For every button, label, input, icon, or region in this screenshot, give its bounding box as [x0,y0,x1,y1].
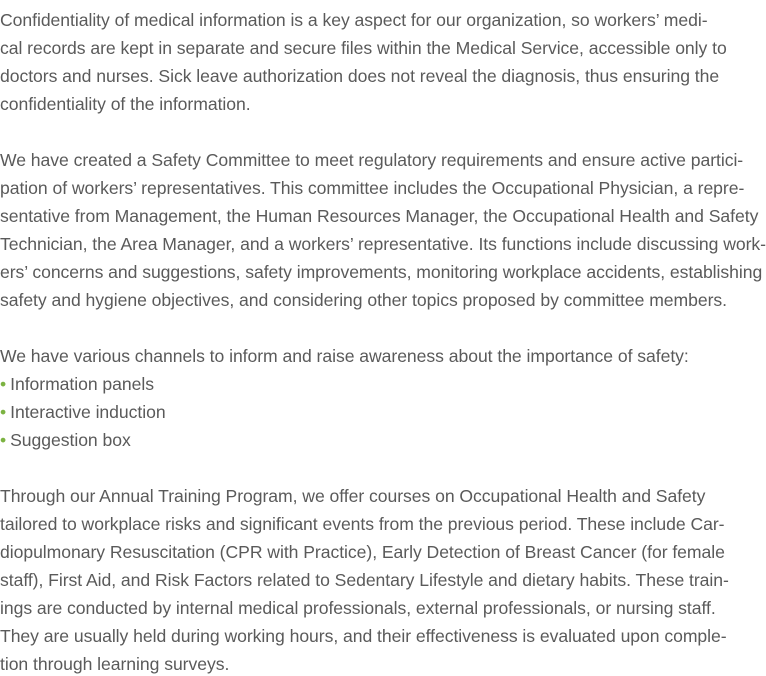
text-line: Through our Annual Training Program, we offer courses on Occupational Health and Safety [0,486,706,506]
training-program-paragraph [0,482,766,676]
text-line: pation of workers’ representatives. This committee includes the Occupational Physician, a repre- [0,178,745,198]
text-line: staff), First Aid, and Risk Factors related to Sedentary Lifestyle and dietary habits. These train- [0,570,729,590]
bullet-icon: • [0,402,7,422]
list-item-label: Interactive induction [10,402,166,422]
safety-committee-paragraph [0,146,766,314]
list-item [0,370,766,398]
text-line: sentative from Management, the Human Resources Manager, the Occupational Health and Safety [0,206,759,226]
channels-intro: We have various channels to inform and raise awareness about the importance of safety: [0,346,689,366]
text-line: Confidentiality of medical information is a key aspect for our organization, so workers’ medi- [0,10,708,30]
list-item [0,426,766,454]
text-line: cal records are kept in separate and secure files within the Medical Service, accessible only to [0,38,727,58]
text-line: safety and hygiene objectives, and considering other topics proposed by committee members. [0,290,728,310]
text-line: tailored to workplace risks and significant events from the previous period. These include Car- [0,514,725,534]
bullet-icon: • [0,374,7,394]
text-line: diopulmonary Resuscitation (CPR with Practice), Early Detection of Breast Cancer (for female [0,542,725,562]
safety-channels-section [0,342,766,454]
text-line: tion through learning surveys. [0,654,230,674]
bullet-icon: • [0,430,7,450]
text-line: ers’ concerns and suggestions, safety improvements, monitoring workplace accidents, establishing [0,262,763,282]
text-line: confidentiality of the information. [0,94,251,114]
text-line: Technician, the Area Manager, and a workers’ representative. Its functions include discussing work- [0,234,766,254]
list-item [0,398,766,426]
text-line: We have created a Safety Committee to meet regulatory requirements and ensure active partici- [0,150,744,170]
text-line: They are usually held during working hours, and their effectiveness is evaluated upon comple- [0,626,727,646]
confidentiality-paragraph [0,6,766,118]
text-line: doctors and nurses. Sick leave authorization does not reveal the diagnosis, thus ensuring the [0,66,720,86]
list-item-label: Information panels [10,374,154,394]
text-line: ings are conducted by internal medical professionals, external professionals, or nursing staff. [0,598,716,618]
channels-list [0,370,766,454]
list-item-label: Suggestion box [10,430,131,450]
